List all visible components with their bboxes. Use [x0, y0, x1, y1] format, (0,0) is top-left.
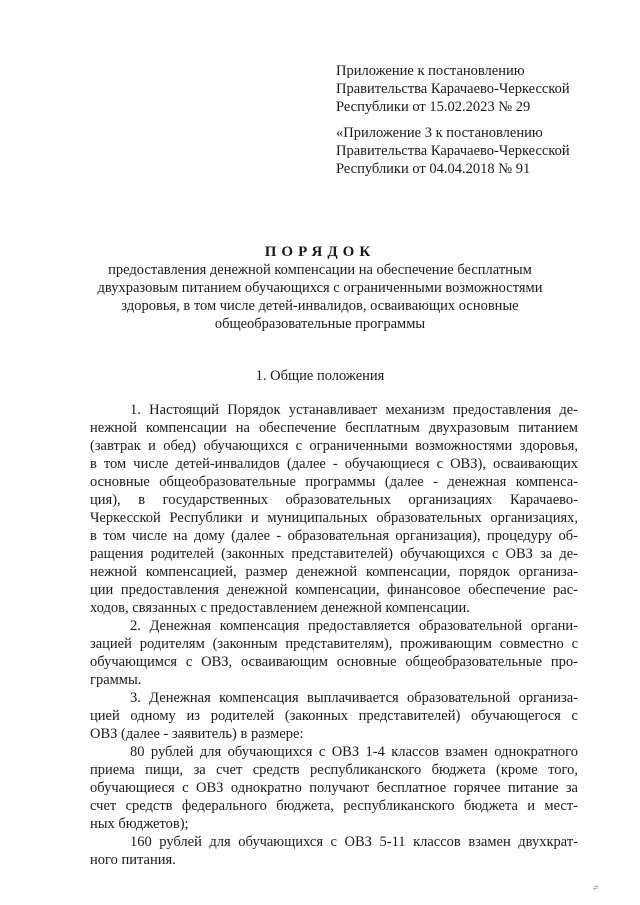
body-line: обучающимся с ОВЗ, осваивающим основные общеобразовательные про-: [90, 654, 578, 670]
body-line: приема пищи, за счет средств республиканского бюджета (кроме того,: [90, 762, 578, 778]
body-line: 160 рублей для обучающихся с ОВЗ 5-11 классов взамен двухкрат-: [130, 834, 578, 850]
body-line: 3. Денежная компенсация выплачивается образовательной организа-: [130, 690, 578, 706]
body-line: в том числе на дому (далее - образовательная организация), процедуру об-: [90, 528, 578, 544]
body-line: ходов, связанных с предоставлением денежной компенсации.: [90, 600, 470, 616]
body-line: обучающиеся с ОВЗ однократно получают бесплатное горячее питание за: [90, 780, 578, 796]
attachment-line-2: Правительства Карачаево-Черкесской: [336, 81, 570, 97]
body-line: зацией родителям (законным представителям), проживающим совместно с: [90, 636, 578, 652]
original-attachment-line-3: Республики от 04.04.2018 № 91: [336, 161, 531, 177]
body-line: 2. Денежная компенсация предоставляется образовательной органи-: [130, 618, 578, 634]
body-line: (завтрак и обед) обучающихся с ограниченными возможностями здоровья,: [90, 438, 578, 454]
subtitle-line-2: двухразовым питанием обучающихся с ограниченными возможностями: [97, 280, 543, 296]
subtitle-line-4: общеобразовательные программы: [214, 316, 426, 332]
body-line: ного питания.: [90, 852, 176, 868]
scan-mark: ≠: [593, 883, 599, 894]
original-attachment-line-2: Правительства Карачаево-Черкесской: [336, 143, 570, 159]
body-line: цией одному из родителей (законных представителей) обучающегося с: [90, 708, 578, 724]
body-line: Черкесской Республики и муниципальных образовательных организациях,: [90, 510, 578, 526]
body-line: ОВЗ (далее - заявитель) в размере:: [90, 726, 304, 742]
body-line: в том числе детей-инвалидов (далее - обучающиеся с ОВЗ), осваивающих: [90, 456, 578, 472]
body-line: нежной компенсации на обеспечение бесплатным двухразовым питанием: [90, 420, 578, 436]
subtitle-line-1: предоставления денежной компенсации на обеспечение бесплатным: [108, 262, 532, 278]
body-line: ции предоставления денежной компенсации, финансовое обеспечение рас-: [90, 582, 578, 598]
body-line: ных бюджетов);: [90, 816, 189, 832]
body-line: ращения родителей (законных представителей) обучающихся с ОВЗ за де-: [90, 546, 578, 562]
body-line: основные общеобразовательные программы (далее - денежная компенса-: [90, 474, 578, 490]
document-title: ПОРЯДОК: [264, 244, 376, 260]
attachment-line-3: Республики от 15.02.2023 № 29: [336, 99, 531, 115]
subtitle-line-3: здоровья, в том числе детей-инвалидов, осваивающих основные: [121, 298, 519, 314]
body-line: ция), в государственных образовательных организациях Карачаево-: [90, 492, 578, 508]
body-line: граммы.: [90, 672, 142, 688]
body-line: счет средств федерального бюджета, республиканского бюджета и мест-: [90, 798, 578, 814]
original-attachment-line-1: «Приложение 3 к постановлению: [336, 125, 543, 141]
body-line: нежной компенсацией, размер денежной компенсации, порядок организа-: [90, 564, 578, 580]
section-heading: 1. Общие положения: [255, 368, 385, 384]
attachment-line-1: Приложение к постановлению: [336, 63, 525, 79]
body-line: 1. Настоящий Порядок устанавливает механизм предоставления де-: [130, 402, 578, 418]
body-line: 80 рублей для обучающихся с ОВЗ 1-4 классов взамен однократного: [130, 744, 578, 760]
